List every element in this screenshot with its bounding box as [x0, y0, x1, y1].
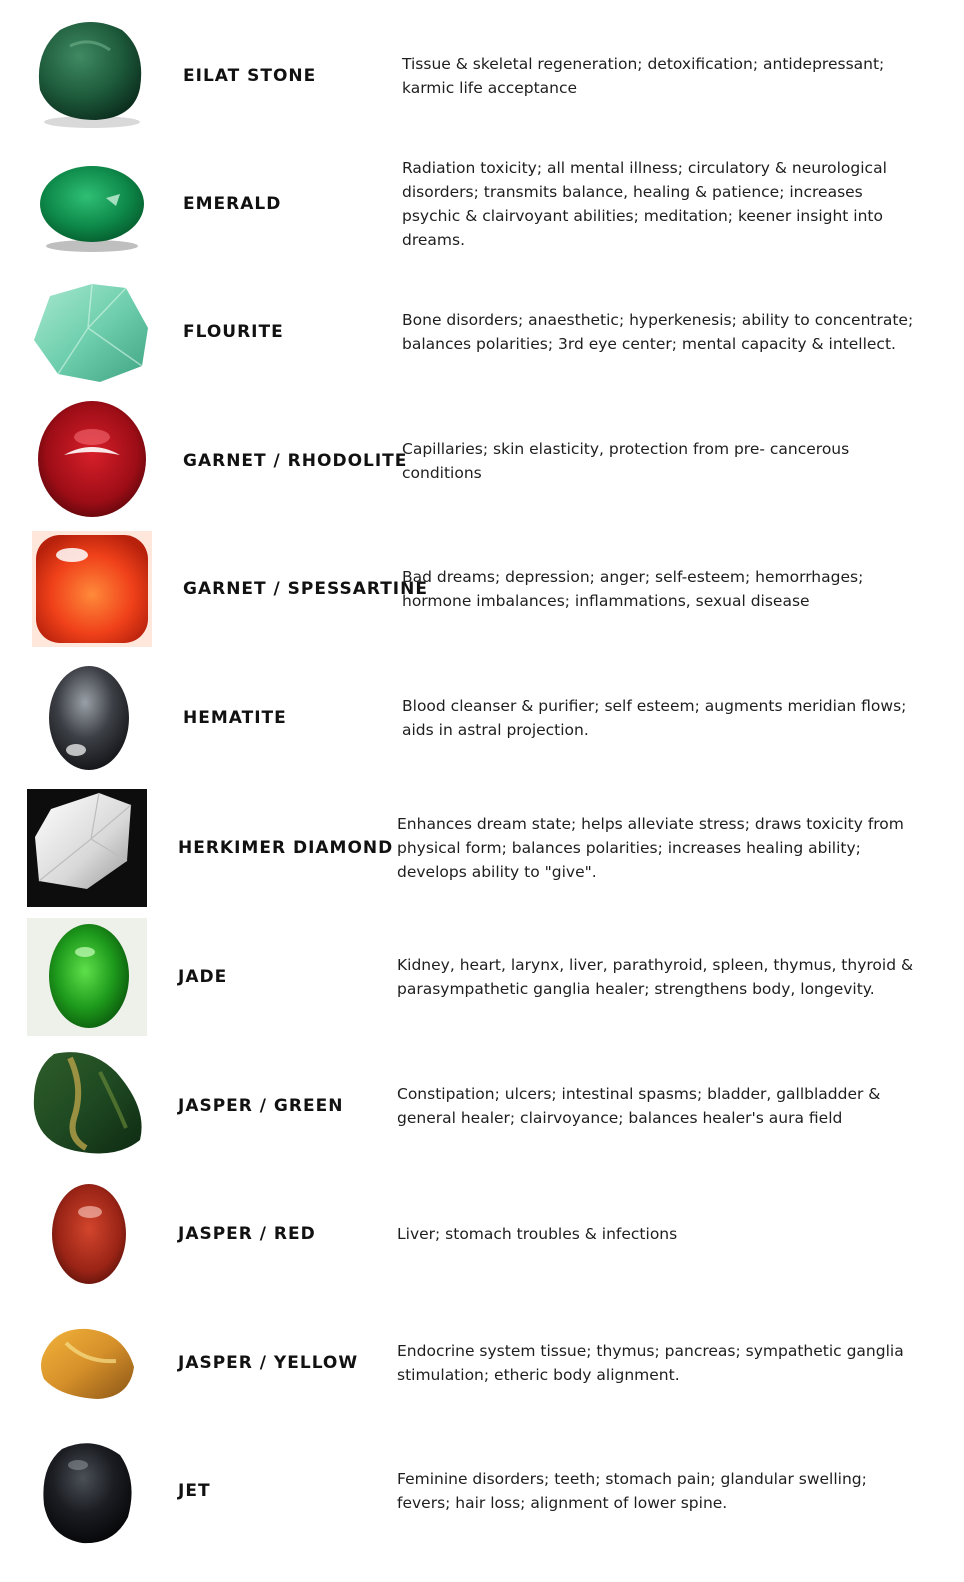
emerald-icon [36, 160, 148, 254]
stone-name: HERKIMER DIAMOND [178, 838, 394, 858]
garnet-spessartine-icon [32, 531, 152, 647]
stone-description: Blood cleanser & purifier; self esteem; augments meridian flows; aids in astral projection. [402, 697, 907, 739]
stone-description: Feminine disorders; teeth; stomach pain; glandular swelling; fevers; hair loss; alignment of lower spine. [397, 1470, 867, 1512]
herkimer-diamond-icon [27, 789, 147, 907]
hematite-icon [46, 662, 132, 774]
garnet-rhodolite-icon [34, 399, 150, 519]
stone-description: Endocrine system tissue; thymus; pancreas; sympathetic ganglia stimulation; etheric body alignment. [397, 1342, 904, 1384]
list-item [0, 654, 964, 782]
stone-name: GARNET / SPESSARTINE [183, 579, 428, 599]
list-item [0, 1170, 964, 1298]
stone-name: EMERALD [183, 194, 282, 214]
stone-description: Kidney, heart, larynx, liver, parathyroid, spleen, thymus, thyroid & parasympathetic ganglia healer; strengthens body, longevity. [397, 956, 914, 998]
stone-name: EILAT STONE [183, 66, 317, 86]
list-item [0, 1042, 964, 1170]
stone-name: HEMATITE [183, 708, 287, 728]
list-item [0, 784, 964, 912]
stone-name: JASPER / GREEN [178, 1096, 344, 1116]
stone-name: GARNET / RHODOLITE [183, 451, 408, 471]
stone-description: Enhances dream state; helps alleviate stress; draws toxicity from physical form; balances polarities; increases healing ability; develops ability to "give". [397, 815, 904, 881]
stone-description: Capillaries; skin elasticity, protection from pre- cancerous conditions [402, 440, 850, 482]
list-item [0, 913, 964, 1041]
eilat-stone-icon [30, 16, 150, 132]
stone-description: Bone disorders; anaesthetic; hyperkenesis; ability to concentrate; balances polarities; 3rd eye center; mental capacity & intellect. [402, 311, 914, 353]
list-item [0, 525, 964, 653]
stone-description: Liver; stomach troubles & infections [397, 1225, 678, 1243]
jet-icon [40, 1437, 136, 1547]
list-item [0, 12, 964, 140]
stone-description: Radiation toxicity; all mental illness; circulatory & neurological disorders; transmits balance, healing & patience; increases psychic & clairvoyant abilities; meditation; keener insight into dreams. [402, 159, 887, 249]
list-item [0, 1427, 964, 1555]
stone-description: Bad dreams; depression; anger; self-esteem; hemorrhages; hormone imbalances; inflammations, sexual disease [402, 568, 864, 610]
stone-name: JASPER / RED [178, 1224, 316, 1244]
jasper-green-icon [30, 1048, 148, 1160]
list-item [0, 1299, 964, 1427]
flourite-icon [30, 278, 154, 388]
stone-description: Constipation; ulcers; intestinal spasms; bladder, gallbladder & general healer; clairvoyance; balances healer's aura field [397, 1085, 881, 1127]
jade-icon [27, 918, 147, 1036]
jasper-yellow-icon [36, 1323, 138, 1403]
list-item [0, 140, 964, 268]
stone-name: JET [178, 1481, 211, 1501]
jasper-red-icon [50, 1182, 128, 1286]
stone-description: Tissue & skeletal regeneration; detoxification; antidepressant; karmic life acceptance [402, 55, 885, 97]
stone-name: JASPER / YELLOW [178, 1353, 359, 1373]
list-item [0, 397, 964, 525]
stone-name: FLOURITE [183, 322, 284, 342]
list-item [0, 268, 964, 396]
stone-name: JADE [178, 967, 228, 987]
